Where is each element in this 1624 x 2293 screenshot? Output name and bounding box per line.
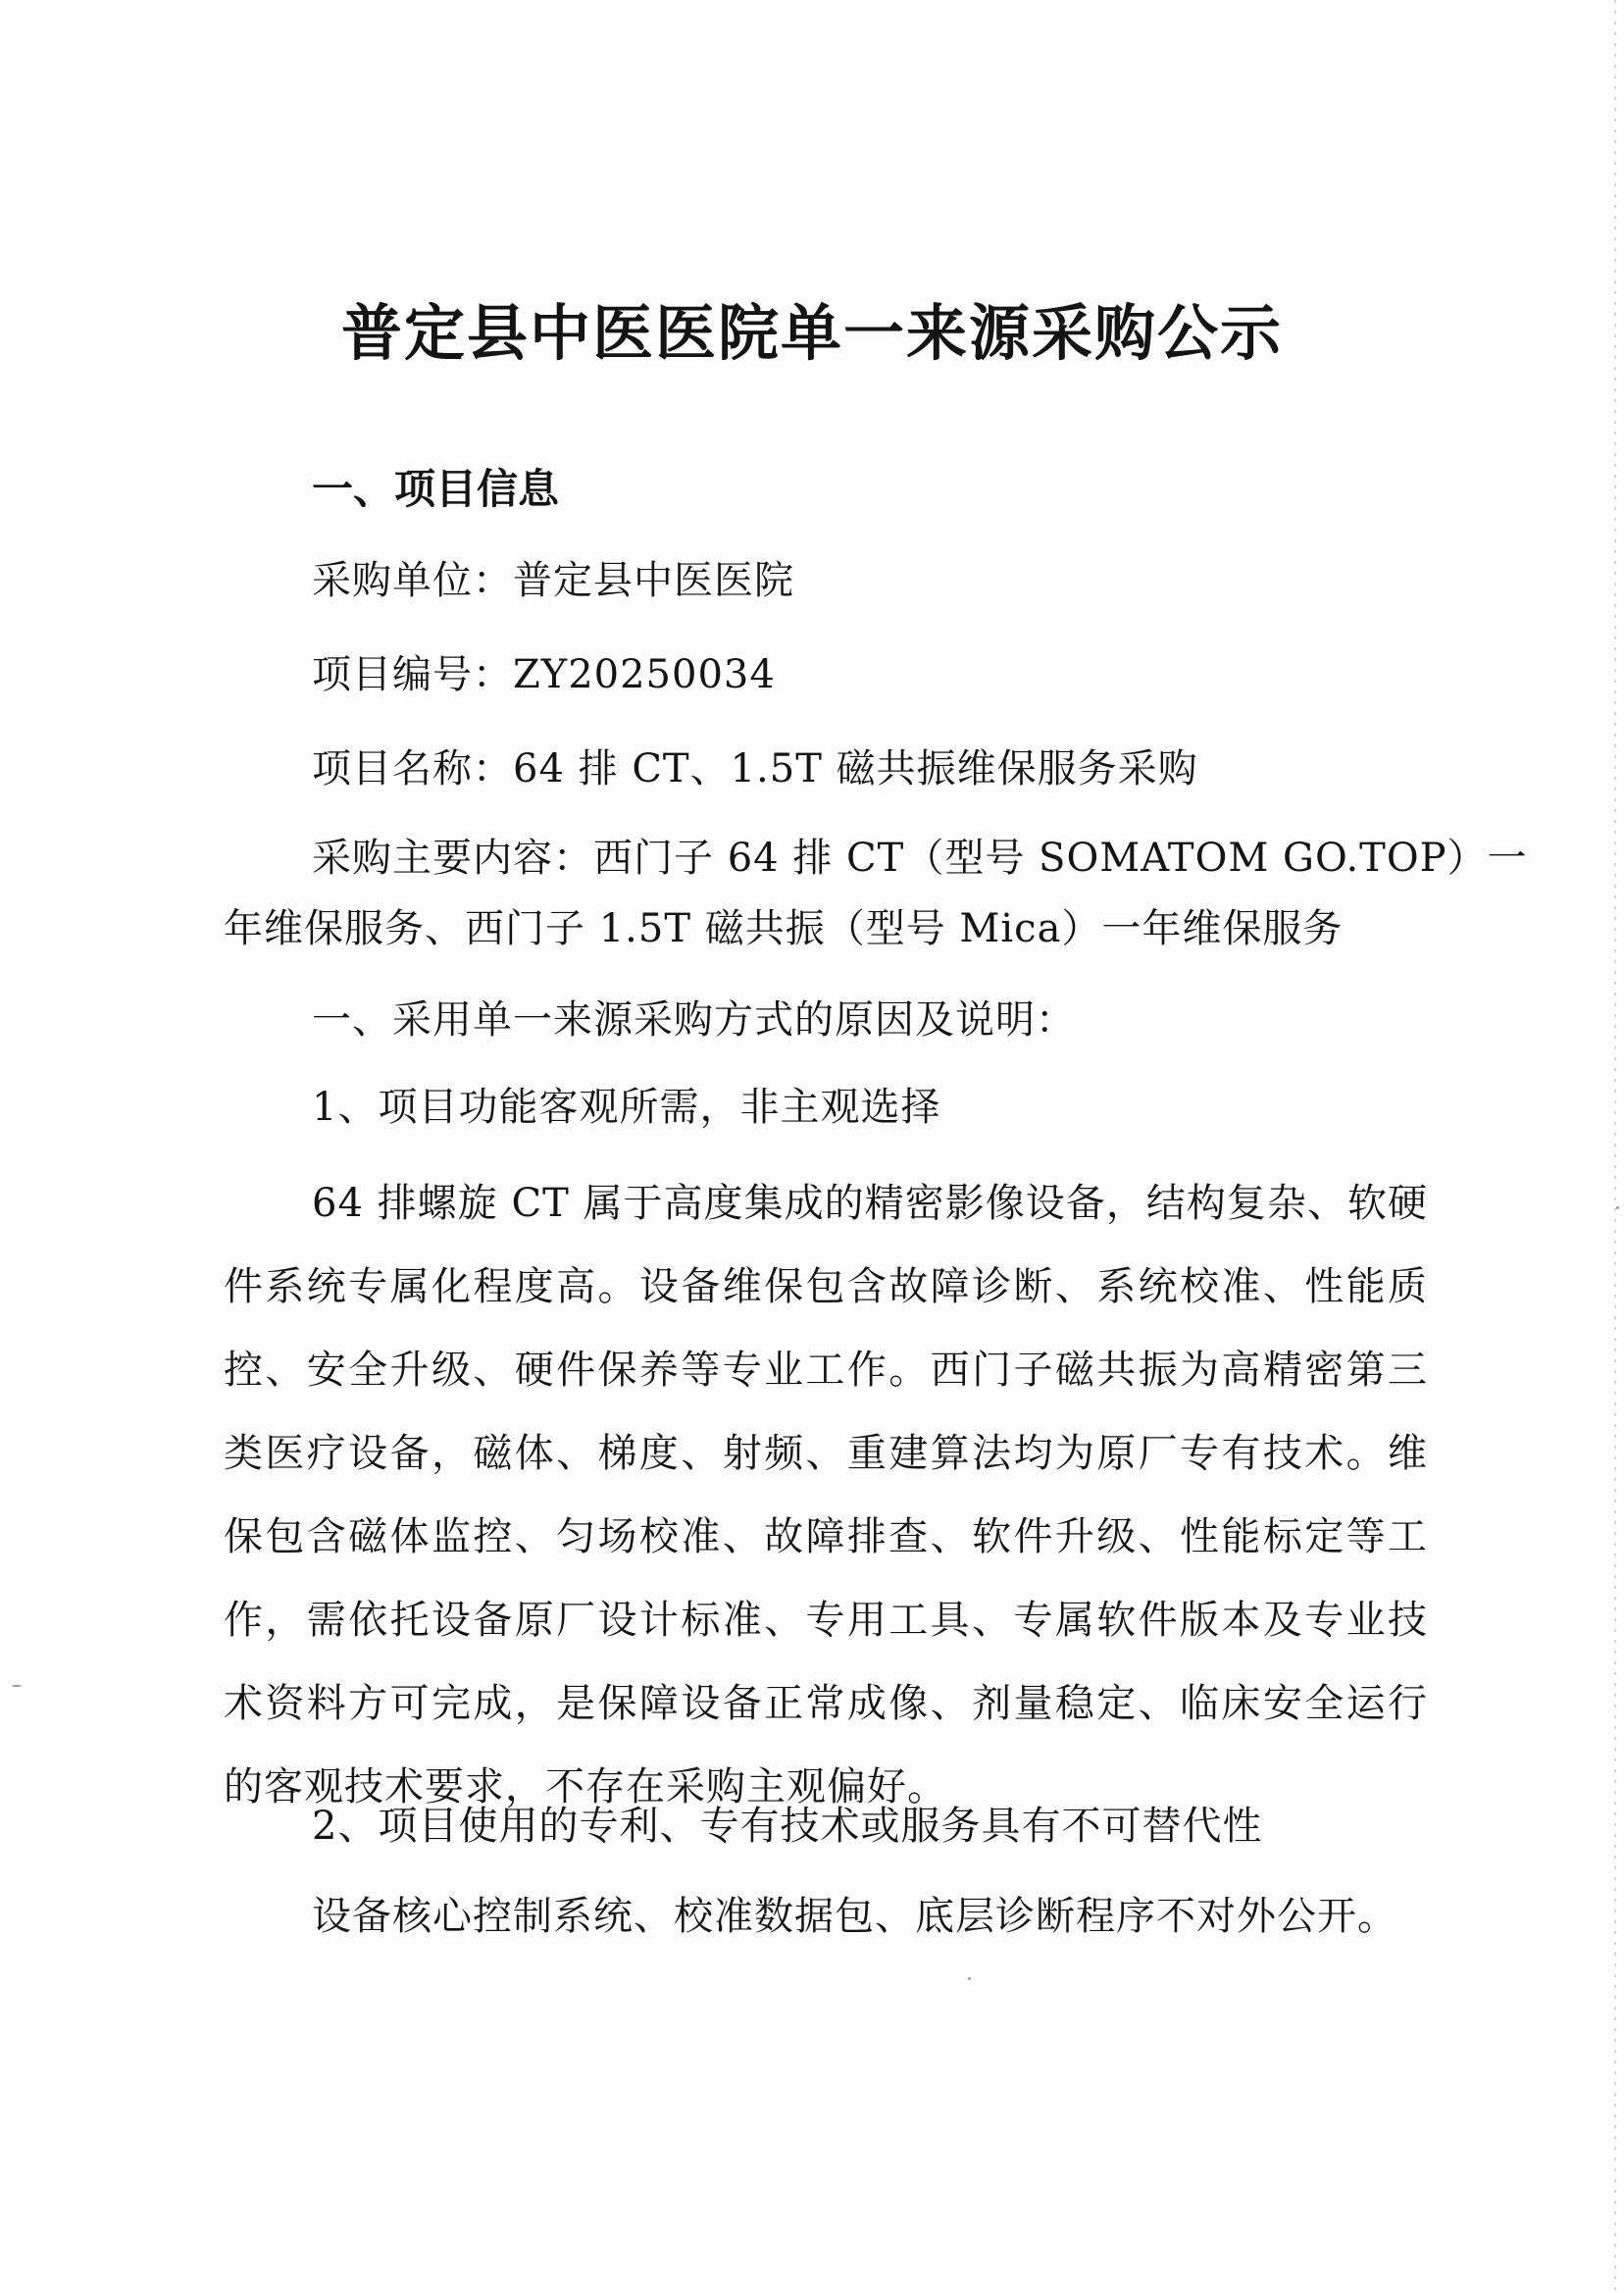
main-content-field-line2: 年维保服务、西门子 1.5T 磁共振（型号 Mica）一年维保服务 [224, 906, 1344, 951]
purchaser-field: 采购单位：普定县中医医院 [312, 558, 794, 603]
reason-2-heading: 2、项目使用的专利、专有技术或服务具有不可替代性 [312, 1804, 1263, 1849]
reason-2-paragraph: 设备核心控制系统、校准数据包、底层诊断程序不对外公开。 [312, 1894, 1397, 1939]
reason-1-paragraph: 64 排螺旋 CT 属于高度集成的精密影像设备，结构复杂、软硬件系统专属化程度高。设备维保包含故障诊断、系统校准、性能质控、安全升级、硬件保养等专业工作。西门子磁共振为高精密第三类医疗设备，磁体、梯度、射频、重建算法均为原厂专有技术。维保包含磁体监控、匀场校准、故障排查、软件升级、性能标定等工作，需依托设备原厂设计标准、专用工具、专属软件版本及专业技术资料方可完成，是保障设备正常成像、剂量稳定、临床安全运行的客观技术要求，不存在采购主观偏好。 [224, 1181, 1428, 1809]
reason-1-heading: 1、项目功能客观所需，非主观选择 [312, 1085, 941, 1130]
reason-heading: 一、采用单一来源采购方式的原因及说明： [312, 997, 1076, 1043]
main-content-field-line1: 采购主要内容：西门子 64 排 CT（型号 SOMATOM GO.TOP）一 [312, 836, 1528, 881]
scan-speck [968, 1977, 971, 1980]
project-name-field: 项目名称：64 排 CT、1.5T 磁共振维保服务采购 [312, 746, 1198, 791]
section-heading-project-info: 一、项目信息 [312, 465, 560, 513]
document-title: 普定县中医医院单一来源采购公示 [340, 297, 1283, 369]
project-number-field: 项目编号：ZY20250034 [312, 652, 776, 697]
scan-speck [1616, 1206, 1619, 1209]
scan-speck [12, 1685, 22, 1687]
